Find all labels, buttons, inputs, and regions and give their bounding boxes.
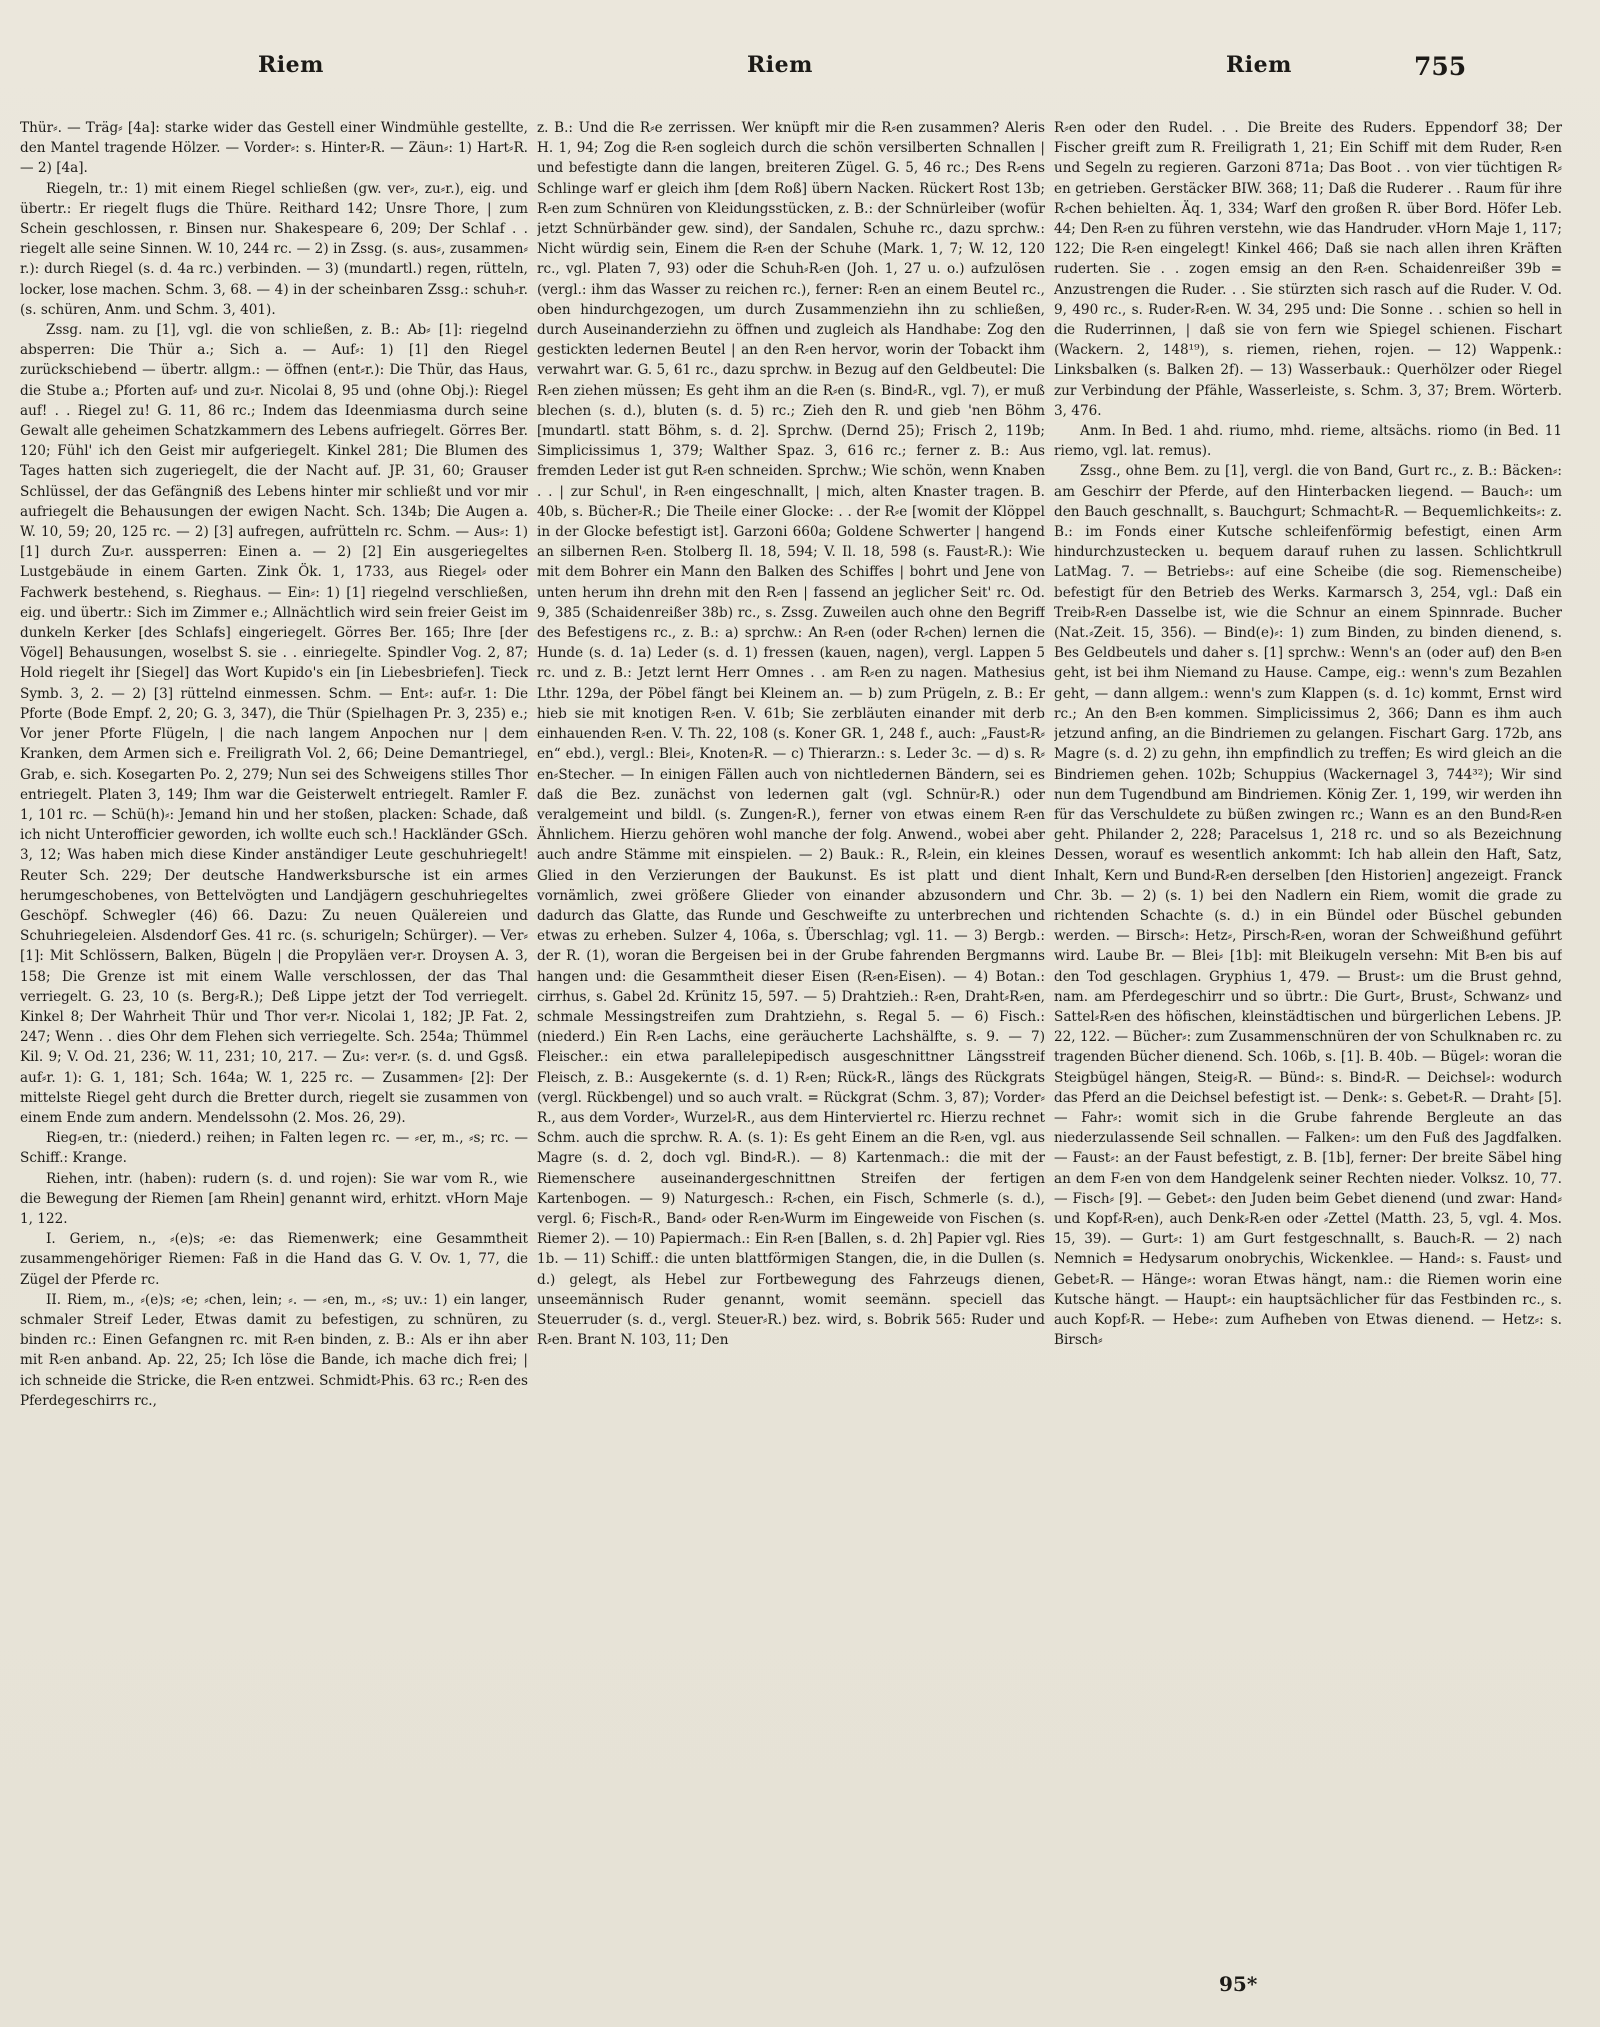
entry-paragraph: Zssg., ohne Bem. zu [1], vergl. die von Band, Gurt rc., z. B.: Bäcken⸗: am Geschirr der Pferde, auf den Hinterbacken liegend. — Bauch⸗: um den Bauch geschnallt, s. Bauchgurt; Schmacht⸗R. — Bequemlichkeits⸗: z. B.: im Fonds einer Kutsche schleifenförmig befestigt, einen Arm hindurchzustecken u. bequem darauf ruhen zu lassen. Schlichtkrull LatMag. 7. — Betriebs⸗: auf eine Scheibe (die sog. Riemenscheibe) befestigt für den Betrieb des Werks. Karmarsch 3, 254, vgl.: Daß ein Treib⸗R⸗en Dasselbe ist, wie die Schnur an einem Spinnrade. Bucher (Nat.⸗Zeit. 15, 356). — Bind(e)⸗: 1) zum Binden, zu binden dienend, s. Bes Geldbeutels und daher s. [1] sprchw.: Wenn's an (oder auf) den B⸗en geht, ist bei ihm Niemand zu Hause. Campe, eig.: wenn's zum Bezahlen geht, — dann allgem.: wenn's zum Klappen (s. d. 1c) kommt, Ernst wird rc.; An den B⸗en kommen. Simplicissimus 2, 366; Dann es ihm auch jetzund anfing, an die Bindriemen zu gelangen. Fischart Garg. 172b, ans Magre (s. d. 2) zu gehn, ihn empfindlich zu treffen; Es wird gleich an die Bindriemen gehen. 102b; Schuppius (Wackernagel 3, 744³²); Wir sind nun dem Tugendbund am Bindriemen. König Zer. 1, 199, wir werden ihn für das Verschuldete zu büßen zwingen rc.; Wann es an den Bund⸗R⸗en geht. Philander 2, 228; Paracelsus 1, 218 rc. und so als Bezeichnung Dessen, worauf es wesentlich ankommt: Ich hab allein den Haft, Satz, Inhalt, Kern und Bund⸗R⸗en derselben [den Historien] angezeigt. Franck Chr. 3b. — 2) (s. 1) bei den Nadlern ein Riem, womit die grade zu richtenden Schachte (s. d.) in ein Bündel oder Büschel gebunden werden. — Birsch⸗: Hetz⸗, Pirsch⸗R⸗en, woran der Schweißhund geführt wird. Laube Br. — Blei⸗ [1b]: mit Bleikugeln versehn: Mit B⸗en bis auf den Tod geschlagen. Gryphius 1, 479. — Brust⸗: um die Brust gehnd, nam. am Pferdegeschirr und so übrtr.: Die Gurt⸗, Brust⸗, Schwanz⸗ und Sattel⸗R⸗en des höfischen, kleinstädtischen und bürgerlichen Lebens. JP. 22, 122. — Bücher⸗: zum Zusammenschnüren der von Schulknaben rc. zu tragenden Bücher dienend. Sch. 106b, s. [1]. B. 40b. — Bügel⸗: woran die Steigbügel hängen, Steig⸗R. — Bünd⸗: s. Bind⸗R. — Deichsel⸗: wodurch das Pferd an die Deichsel befestigt ist. — Denk⸗: s. Gebet⸗R. — Draht⸗ [5]. — Fahr⸗: womit sich in die Grube fahrende Bergleute an das niederzulassende Seil schnallen. — Falken⸗: um den Fuß des Jagdfalken. — Faust⸗: an der Faust befestigt, z. B. [1b], ferner: Der breite Säbel hing an dem F⸗en von dem Handgelenk seiner Rechten nieder. Volksz. 10, 77. — Fisch⸗ [9]. — Gebet⸗: den Juden beim Gebet dienend (und zwar: Hand⸗ und Kopf⸗R⸗en), auch Denk⸗R⸗en oder ⸗Zettel (Matth. 23, 5, vgl. 4. Mos. 15, 39). — Gurt⸗: 1) am Gurt festgeschnallt, s. Bauch⸗R. — 2) nach Nemnich = Hedysarum onobrychis, Wickenklee. — Hand⸗: s. Faust⸗ und Gebet⸗R. — Hänge⸗: woran Etwas hängt, nam.: die Riemen worin eine Kutsche hängt. — Haupt⸗: ein hauptsächlicher für das Festbinden rc., s. auch Kopf⸗R. — Hebe⸗: zum Aufheben von Etwas dienend. — Hetz⸗: s. Birsch⸗ [1054, 463, 1562, 1349]
entry-paragraph: Thür⸗. — Träg⸗ [4a]: starke wider das Gestell einer Windmühle gestellte, den Mantel tragende Hölzer. — Vorder⸗: s. Hinter⸗R. — Zäun⸗: 1) Hart⸗R. — 2) [4a]. [20, 120, 528, 177]
column-2 [537, 118, 1045, 1958]
column-3 [1054, 118, 1562, 1958]
entry-paragraph: z. B.: Und die R⸗e zerrissen. Wer knüpft mir die R⸗en zusammen? Aleris H. 1, 94; Zog die R⸗en sogleich durch die schön versilberten Schnallen | und befestigte dann die langen, breiteren Zügel. G. 5, 46 rc.; Des R⸗ens Schlinge warf er gleich ihm [dem Roß] übern Nacken. Rückert Rost 13b; R⸗en zum Schnüren von Kleidungsstücken, z. B.: der Schnürleiber (wofür jetzt Schnürbänder gew. sind), der Sandalen, Schuhe rc., dazu sprchw.: Nicht würdig sein, Einem die R⸗en der Schuhe (Mark. 1, 7; W. 12, 120 rc., vgl. Platen 7, 93) oder die Schuh⸗R⸗en (Joh. 1, 27 u. o.) aufzulösen (vergl.: ihm das Wasser zu reichen rc.), ferner: R⸗en an einem Beutel rc., oben hindurchgezogen, um durch Zusammenziehn ihn zu schließen, durch Auseinanderziehn zu öffnen und zugleich als Handhabe: Zog den gestickten ledernen Beutel | an den R⸗en hervor, worin der Tobackt ihm verwahrt war. G. 5, 61 rc., dazu sprchw. in Bezug auf den Geldbeutel: Die R⸗en ziehen müssen; Es geht ihm an die R⸗en (s. Bind⸗R., vgl. 7), er muß blechen (s. d.), bluten (s. d. 5) rc.; Zieh den R. und gieb 'nen Böhm [mundartl. statt Böhm, s. d. 2]. Sprchw. (Dernd 25); Frisch 2, 119b; Simplicissimus 1, 379; Walther Spaz. 3, 616 rc.; ferner z. B.: Aus fremden Leder ist gut R⸗en schneiden. Sprchw.; Wie schön, wenn Knaben . . | zur Schul', in R⸗en eingeschnallt, | mich, alten Knaster tragen. B. 40b, s. Bücher⸗R.; Die Theile einer Glocke: . . der R⸗e [womit der Klöppel in der Glocke befestigt ist]. Garzoni 660a; Goldene Schwerter | hangend an silbernen R⸗en. Stolberg Il. 18, 594; V. Il. 18, 598 (s. Faust⸗R.): Wie mit dem Bohrer ein Mann den Balken des Schiffes | bohrt und Jene von unten herum ihn drehn mit den R⸗en | fassend an jeglicher Seit' rc. Od. 9, 385 (Schaidenreißer 38b) rc., s. Zssg. Zuweilen auch ohne den Begriff des Befestigens rc., z. B.: a) sprchw.: An R⸗en (oder R⸗chen) lernen die Hunde (s. d. 1a) Leder (s. d. 1) fressen (kauen, nagen), vergl. Lappen 5 rc. und z. B.: Jetzt lernt Herr Omnes . . am R⸗en zu nagen. Mathesius Lthr. 129a, der Pöbel fängt bei Kleinem an. — b) zum Prügeln, z. B.: Er hieb sie mit knotigen R⸗en. V. 61b; Sie zerbläuten einander mit derb einhauenden R⸗en. V. Th. 22, 108 (s. Koner GR. 1, 248 f., auch: „Faust⸗R⸗en“ ebd.), vergl.: Blei⸗, Knoten⸗R. — c) Thierarzn.: s. Leder 3c. — d) s. R⸗en⸗Stecher. — In einigen Fällen auch von nichtledernen Bändern, sei es daß die Bez. zunächst von ledernen galt (vgl. Schnür⸗R.) oder veralgemeint und bildl. (s. Zungen⸗R.), ferner von etwas einem R⸗en Ähnlichem. Hierzu gehören wohl manche der folg. Anwend., wobei aber auch andre Stämme mit einspielen. — 2) Bauk.: R., R⸗lein, ein kleines Glied in den Verzierungen der Baukunst. Es ist platt und dient vornämlich, zwei größere Glieder von einander abzusondern und dadurch das Glatte, das Runde und Geschweifte zu unterbrechen und etwas zu erheben. Sulzer 4, 106a, s. Überschlag; vgl. 11. — 3) Bergb.: der R. (1), woran die Bergeisen bei in der Grube fahrenden Bergmanns hangen und: die Gesammtheit dieser Eisen (R⸗en⸗Eisen). — 4) Botan.: cirrhus, s. Gabel 2d. Krünitz 15, 597. — 5) Drahtzieh.: R⸗en, Draht⸗R⸗en, schmale Messingstreifen zum Drahtziehn, s. Regal 5. — 6) Fisch.: (niederd.) Ein R⸗en Lachs, eine geräucherte Lachshälfte, s. 9. — 7) Fleischer.: ein etwa parallelepipedisch ausgeschnittner Längsstreif Fleisch, z. B.: Ausgekernte (s. d. 1) R⸗en; Rück⸗R., längs des Rückgrats (vergl. Rückbengel) und so auch vralt. = Rückgrat (Schm. 3, 87); Vorder⸗R., aus dem Vorder⸗, Wurzel⸗R., aus dem Hinterviertel rc. Hierzu rechnet Schm. auch die sprchw. R. A. (s. 1): Es geht Einem an die R⸗en, vgl. aus Magre (s. d. 2, doch vgl. Bind⸗R.). — 8) Kartenmach.: die mit der Riemenschere auseinandergeschnittnen Streifen der fertigen Kartenbogen. — 9) Naturgesch.: R⸗chen, ein Fisch, Schmerle (s. d.), vergl. 6; Fisch⸗R., Band⸗ oder R⸗en⸗Wurm im Eingeweide von Fischen (s. Riemer 2). — 10) Papiermach.: Ein R⸗en [Ballen, s. d. 2h] Papier vgl. Ries 1b. — 11) Schiff.: die unten blattförmigen Stangen, die, in die Dullen (s. d.) gelegt, als Hebel zur Fortbewegung des Fahrzeugs dienen, unseemännisch Ruder genannt, womit seemänn. speciell das Steuerruder (s. d., vergl. Steuer⸗R.) bez. wird, s. Bobrik 565: Ruder und R⸗en. Brant N. 103, 11; Den [537, 120, 1045, 1349]
entry-paragraph: Rieg⸗en, tr.: (niederd.) reihen; in Falten legen rc. — ⸗er, m., ⸗s; rc. — Schiff.: Krange. [20, 1130, 528, 1167]
header-left: Riem [258, 52, 324, 78]
entry-paragraph: Anm. In Bed. 1 ahd. riumo, mhd. rieme, altsächs. riomo (in Bed. 11 riemo, vgl. lat. remus). [1054, 423, 1562, 460]
entry-paragraph: II. Riem, m., ⸗(e)s; ⸗e; ⸗chen, lein; ⸗. — ⸗en, m., ⸗s; uv.: 1) ein langer, schmaler Streif Leder, Etwas damit zu befestigen, zu schnüren, zu binden rc.: Einen Gefangnen rc. mit R⸗en binden, z. B.: Als er ihn aber mit R⸗en anband. Ap. 22, 25; Ich löse die Bande, ich mache dich frei; | ich schneide die Stricke, die R⸗en entzwei. Schmidt⸗Phis. 63 rc.; R⸗en des Pferdegeschirrs rc., [20, 1291, 528, 1409]
running-header [0, 52, 1600, 92]
page-number: 755 [1414, 52, 1467, 81]
header-center: Riem [747, 52, 813, 78]
entry-paragraph: R⸗en oder den Rudel. . . Die Breite des Ruders. Eppendorf 38; Der Fischer greift zum R. Freiligrath 1, 21; Ein Schiff mit dem Ruder, R⸗en und Segeln zu regieren. Garzoni 871a; Das Boot . . von vier tüchtigen R⸗en getrieben. Gerstäcker BIW. 368; 11; Daß die Ruderer . . Raum für ihre R⸗chen behielten. Äq. 1, 334; Warf den großen R. über Bord. Höfer Leb. 44; Den R⸗en zu führen verstehn, wie das Handruder. vHorn Maje 1, 117; 122; Die R⸗en eingelegt! Kinkel 466; Daß sie nach allen ihren Kräften ruderten. Sie . . zogen emsig an den R⸗en. Schaidenreißer 39b = Anzustrengen die Ruder. . . Sie stürzten sich rasch auf die Ruder. V. Od. 9, 490 rc., s. Ruder⸗R⸗en. W. 34, 295 und: Die Sonne . . schien so hell in die Ruderrinnen, | daß sie von fern wie Spiegel schienen. Fischart (Wackern. 2, 148¹⁹), s. riemen, riehen, rojen. — 12) Wappenk.: Linksbalken (s. Balken 2f). — 13) Wasserbauk.: Querhölzer oder Riegel zur Verbindung der Pfähle, Wasserleiste, s. Schm. 3, 37; Brem. Wörterb. 3, 476. [1054, 120, 1562, 419]
entry-paragraph: Riehen, intr. (haben): rudern (s. d. und rojen): Sie war vom R., wie die Bewegung der Riemen [am Rhein] genannt wird, erhitzt. vHorn Maje 1, 122. [20, 1170, 528, 1227]
entry-paragraph: I. Geriem, n., ⸗(e)s; ⸗e: das Riemenwerk; eine Gesammtheit zusammengehöriger Riemen: Faß in die Hand das G. V. Ov. 1, 77, die Zügel der Pferde rc. [20, 1231, 528, 1288]
column-1 [20, 118, 528, 1958]
header-right: Riem [1226, 52, 1292, 78]
entry-paragraph: Zssg. nam. zu [1], vgl. die von schließen, z. B.: Ab⸗ [1]: riegelnd absperren: Die Thür a.; Sich a. — Auf⸗: 1) [1] den Riegel zurückschiebend — übertr. allgm.: — öffnen (ent⸗r.): Die Thür, das Haus, die Stube a.; Pforten auf⸗ und zu⸗r. Nicolai 8, 95 und (ohne Obj.): Riegel auf! . . Riegel zu! G. 11, 86 rc.; Indem das Ideenmiasma durch seine Gewalt alle geheimen Schatzkammern des Lebens aufriegelt. Görres Ber. 120; Fühl' ich den Geist mir aufgeriegelt. Kinkel 281; Die Blumen des Tages hatten sich zugeriegelt, die der Nacht auf. JP. 31, 60; Grauser Schlüssel, der das Gefängniß des Lebens hinter mir schließt und vor mir aufriegelt die Behausungen der ewigen Nacht. Sch. 134b; Die Augen a. W. 10, 59; 20, 125 rc. — 2) [3] aufregen, aufrütteln rc. Schm. — Aus⸗: 1) [1] durch Zu⸗r. aussperren: Einen a. — 2) [2] Ein ausgeriegeltes Lustgebäude in einem Garten. Zink Ök. 1, 1733, aus Riegel⸗ oder Fachwerk bestehend, s. Rieghaus. — Ein⸗: 1) [1] riegelnd verschließen, eig. und übertr.: Sich im Zimmer e.; Allnächtlich wird sein freier Geist im dunkeln Kerker [des Schlafs] eingeriegelt. Görres Ber. 165; Ihre [der Vögel] Behausungen, woselbst S. sie . . einriegelte. Spindler Vog. 2, 87; Hold riegelt ihr [Siegel] das Wort Kupido's ein [in Liebesbriefen]. Tieck Symb. 3, 2. — 2) [3] rüttelnd einmessen. Schm. — Ent⸗: auf⸗r. 1: Die Pforte (Bode Empf. 2, 20; G. 3, 347), die Thür (Spielhagen Pr. 3, 235) e.; Vor jener Pforte Flügeln, | die nach langem Anpochen nur | dem Kranken, dem Armen sich e. Freiligrath Vol. 2, 66; Deine Demantriegel, Grab, e. sich. Kosegarten Po. 2, 279; Nun sei des Schweigens stilles Thor entriegelt. Platen 3, 149; Ihm war die Geisterwelt entriegelt. Ramler F. 1, 101 rc. — Schü(h)⸗: Jemand hin und her stoßen, placken: Schade, daß ich nicht Unterofficier geworden, ich wollte euch sch.! Hackländer GSch. 3, 12; Was haben mich diese Kinder anständiger Leute geschuhriegelt! Reuter Sch. 229; Der deutsche Handwerksbursche ist ein armes herumgeschobenes, von Bettelvögten und Landjägern geschuhriegeltes Geschöpf. Schwegler (46) 66. Dazu: Zu neuen Quälereien und Schuhriegeleien. Alsdendorf Ges. 41 rc. (s. schurigeln; Schürger). — Ver⸗ [1]: Mit Schlössern, Balken, Bügeln | die Propyläen ver⸗r. Droysen A. 3, 158; Die Grenze ist mit einem Walle verschlossen, der das Thal verriegelt. G. 23, 10 (s. Berg⸗R.); Deß Lippe jetzt der Tod verriegelt. Kinkel 8; Der Wahrheit Thür und Thor ver⸗r. Nicolai 1, 182; JP. Fat. 2, 247; Wenn . . dies Ohr dem Flehen sich verriegelte. Sch. 254a; Thümmel Kil. 9; V. Od. 21, 236; W. 11, 231; 10, 217. — Zu⸗: ver⸗r. (s. d. und Ggsß. auf⸗r. 1): G. 1, 181; Sch. 164a; W. 1, 225 rc. — Zusammen⸗ [2]: Der mittelste Riegel geht durch die Bretter durch, riegelt sie zusammen von einem Ende zum andern. Mendelssohn (2. Mos. 26, 29). [20, 322, 528, 1126]
signature-mark: 95* [1219, 1972, 1258, 1996]
entry-paragraph: Riegeln, tr.: 1) mit einem Riegel schließen (gw. ver⸗, zu⸗r.), eig. und übertr.: Er riegelt flugs die Thüre. Reithard 142; Unsre Thore, | zum Schein geschlossen, r. Binsen nur. Shakespeare 6, 209; Der Schlaf . . riegelt alle seine Sinnen. W. 10, 244 rc. — 2) in Zssg. (s. aus⸗, zusammen⸗r.): durch Riegel (s. d. 4a rc.) verbinden. — 3) (mundartl.) regen, rütteln, locker, lose machen. Schm. 3, 68. — 4) in der scheinbaren Zssg.: schuh⸗r. (s. schüren, Anm. und Schm. 3, 401). [20, 180, 528, 318]
